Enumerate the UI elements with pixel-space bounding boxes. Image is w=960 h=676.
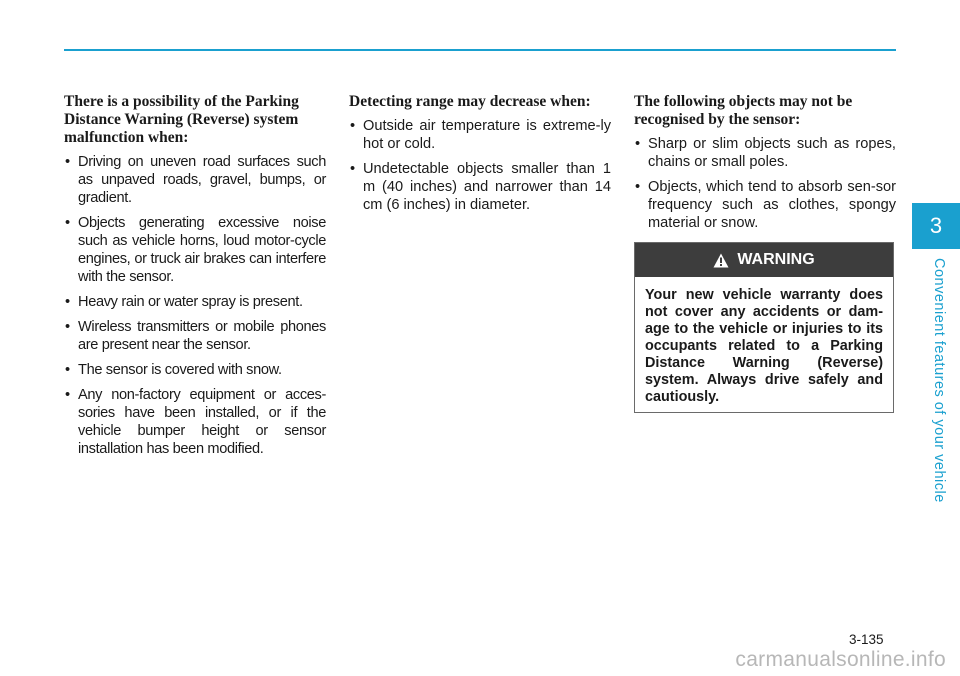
list-item: • Heavy rain or water spray is present. [64,293,326,311]
malfunction-list [64,153,326,458]
warning-triangle-icon [713,253,729,268]
column-malfunction [64,93,326,465]
list-item: • Objects, which tend to absorb sen-sor frequency such as clothes, spongy material or snow. [634,178,896,232]
not-recognised-heading: The following objects may not be recognised by the sensor: [634,93,853,128]
list-item: • Outside air temperature is extreme-ly hot or cold. [349,117,611,153]
not-recognised-list [634,135,896,232]
list-item: • The sensor is covered with snow. [64,361,326,379]
detecting-range-list [349,117,611,214]
list-item: • Any non-factory equipment or acces-sories have been installed, or if the vehicle bumper height or sensor installation has been modified. [64,386,326,458]
warning-text: Your new vehicle warranty does not cover any accidents or dam-age to the vehicle or injuries to its occupants related to a Parking Distance Warning (Reverse) system. Always drive safely and cautiously. [645,287,883,405]
warning-title: WARNING [737,251,815,268]
list-item: • Undetectable objects smaller than 1 m (40 inches) and narrower than 14 cm (6 inches) in diameter. [349,160,611,214]
column-not-recognised [634,93,896,239]
list-item: • Driving on uneven road surfaces such as unpaved roads, gravel, bumps, or gradient. [64,153,326,207]
warning-box [634,242,894,413]
chapter-title: Convenient features of your vehicle [931,258,947,503]
list-item: • Sharp or slim objects such as ropes, chains or small poles. [634,135,896,171]
watermark: carmanualsonline.info [735,648,946,671]
chapter-number-tab: 3 [912,203,960,249]
list-item: • Wireless transmitters or mobile phones are present near the sensor. [64,318,326,354]
page-number: 3-135 [849,632,884,647]
list-item: • Objects generating excessive noise such as vehicle horns, loud motor-cycle engines, or truck air brakes can interfere with the sensor. [64,214,326,286]
warning-header [635,243,893,277]
column-detecting-range [349,93,611,221]
malfunction-heading: There is a possibility of the Parking Distance Warning (Reverse) system malfunction when: [64,93,299,146]
detecting-range-heading: Detecting range may decrease when: [349,93,591,110]
top-rule [64,49,896,51]
